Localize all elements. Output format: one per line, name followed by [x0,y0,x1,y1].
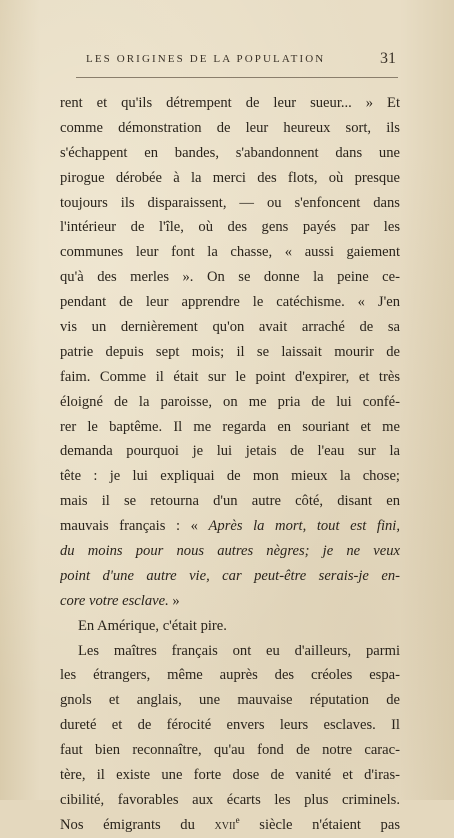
text-line: rent et qu'ils détrempent de leur sueur... » Et [60,95,400,111]
page-header [86,50,396,70]
quote-italic: point d'une autre vie, car peut-être serais-je en- [60,567,400,584]
text-line [60,589,400,614]
superscript: e [235,814,240,825]
text-line: mais il se retourna d'un autre côté, disant en [60,493,400,510]
text-line: faut bien reconnaître, qu'au fond de notre carac- [60,742,400,759]
text-line: s'échappent en bandes, s'abandonnent dans une [60,144,400,161]
line-text: » [168,592,180,609]
text-line [60,564,400,589]
text-line: En Amérique, c'était pire. [78,617,227,634]
text-line: cibilité, favorables aux écarts les plus criminels. [60,791,400,808]
page-number: 31 [380,50,396,67]
text-line [60,514,400,539]
text-line: Les maîtres français ont eu d'ailleurs, parmi [78,642,400,659]
text-line [60,813,400,838]
text-line: éloigné de la paroisse, on me pria de lui confé- [60,393,400,410]
text-line: l'intérieur de l'île, où des gens payés par les [60,219,400,236]
text-line: qu'à des merles ». On se donne la peine ce- [60,269,400,286]
line-text: siècle n'étaient pas [239,816,400,833]
text-line [60,539,400,564]
text-line: pirogue dérobée à la merci des flots, où presque [60,169,400,186]
text-line: communes leur font la chasse, « aussi gaiement [60,244,400,261]
text-line: pendant de leur apprendre le catéchisme. « J'en [60,294,400,311]
text-line: comme démonstration de leur heureux sort, ils [60,119,400,136]
running-head: LES ORIGINES DE LA POPULATION [86,53,326,65]
century-numeral: xvii [214,816,236,833]
text-line: rer le baptême. Il me regarda en souriant et me [60,418,400,435]
text-line: tête : je lui expliquai de mon mieux la chose; [60,468,400,485]
quote-italic: Après la mort, tout est fini, [208,518,400,535]
header-rule [76,77,398,78]
text-line: gnols et anglais, une mauvaise réputation de [60,692,400,709]
body-text [60,91,400,838]
text-line: vis un dernièrement qu'on avait arraché de sa [60,319,400,336]
text-line: tère, il existe une forte dose de vanité et d'iras- [60,767,400,784]
text-line: demanda pourquoi je lui jetais de l'eau sur la [60,443,400,460]
line-text: Nos émigrants du [60,816,215,833]
text-line: faim. Comme il était sur le point d'expirer, et très [60,368,400,385]
text-line: toujours ils disparaissent, — ou s'enfoncent dans [60,194,400,211]
quote-italic: core votre esclave. [60,592,169,609]
text-line: les étrangers, même auprès des créoles espa- [60,667,400,684]
text-line: dureté et de férocité envers leurs esclaves. Il [60,717,400,734]
line-text: mauvais français : « [60,518,209,535]
quote-italic: du moins pour nous autres nègres; je ne veux [60,543,400,560]
text-line: patrie depuis sept mois; il se laissait mourir de [60,343,400,360]
